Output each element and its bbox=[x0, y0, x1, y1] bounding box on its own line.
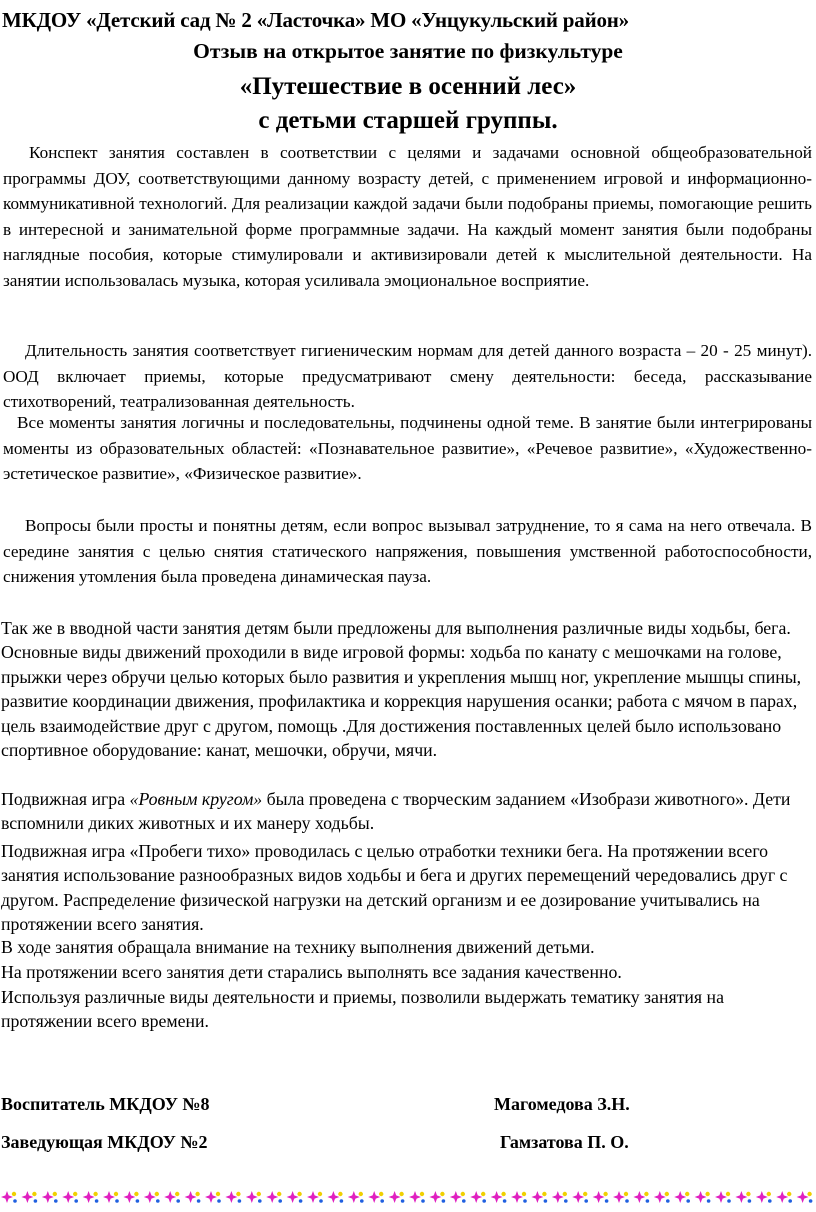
sparkle-icon bbox=[123, 1191, 139, 1203]
sparkle-icon bbox=[552, 1191, 568, 1203]
paragraph-game-run: Подвижная игра «Пробеги тихо» проводилась с целью отработки техники бега. На протяжении всего занятия использование разнообразных видов ходьбы и бега и других перемещений чередовались друг с другом. Распределение физической нагрузки на детский организм и ее дозирование учитывались на протяжении всего занятия. bbox=[1, 841, 788, 935]
sparkle-icon bbox=[246, 1191, 262, 1203]
sparkle-icon bbox=[613, 1191, 629, 1203]
sparkle-icon bbox=[348, 1191, 364, 1203]
sparkle-icon bbox=[756, 1191, 772, 1203]
sparkle-icon bbox=[429, 1191, 445, 1203]
sparkle-icon bbox=[368, 1191, 384, 1203]
sparkle-icon bbox=[633, 1191, 649, 1203]
game-description-text: была проведена с творческим заданием «Изобрази животного». Дети вспомнили диких животных и их манеру ходьбы. bbox=[1, 789, 791, 834]
sparkle-icon bbox=[797, 1191, 813, 1203]
sparkle-icon bbox=[511, 1191, 527, 1203]
sparkle-icon bbox=[42, 1191, 58, 1203]
sparkle-icon bbox=[470, 1191, 486, 1203]
sparkle-icon bbox=[695, 1191, 711, 1203]
sparkle-icon bbox=[593, 1191, 609, 1203]
sparkle-icon bbox=[735, 1191, 751, 1203]
sparkle-icon bbox=[185, 1191, 201, 1203]
paragraph-questions: Вопросы были просты и понятны детям, если вопрос вызывал затруднение, то я сама на него отвечала. В середине занятия с целью снятия статического напряжения, повышения умственной работоспособности, снижения утомления была проведена динамическая пауза. bbox=[3, 516, 812, 587]
paragraph-duration: Длительность занятия соответствует гигиеническим нормам для детей данного возраста – 20 - 25 минут). ООД включает приемы, которые предусматривают смену деятельности: беседа, рассказывание стихотворений, театрализованная деятельность. bbox=[3, 341, 812, 412]
sparkle-icon bbox=[674, 1191, 690, 1203]
sparkle-icon bbox=[327, 1191, 343, 1203]
decorative-border bbox=[0, 1186, 816, 1208]
paragraph-summary: Конспект занятия составлен в соответствии с целями и задачами основной общеобразовательной программы ДОУ, соответствующими данному возрасту детей, с применением игровой и информационно-коммуникативной технологий. Для реализации каждой задачи были подобраны приемы, помогающие решить в интересной и занимательной форме программные задачи. На каждый момент занятия были подобраны наглядные пособия, которые стимулировали и активизировали детей к мыслительной деятельности. На занятии использовалась музыка, которая усиливала эмоциональное восприятие. bbox=[3, 143, 812, 290]
signature-role-head: Заведующая МКДОУ №2 bbox=[1, 1132, 208, 1152]
game-intro-text: Подвижная игра bbox=[1, 789, 130, 809]
lesson-title: «Путешествие в осенний лес» bbox=[239, 73, 577, 100]
paragraph-quality: На протяжении всего занятия дети старались выполнять все задания качественно. bbox=[1, 962, 622, 982]
sparkle-icon bbox=[776, 1191, 792, 1203]
document-title: Отзыв на открытое занятие по физкультуре bbox=[193, 39, 623, 63]
sparkle-icon bbox=[266, 1191, 282, 1203]
sparkle-icon bbox=[409, 1191, 425, 1203]
sparkle-icon bbox=[21, 1191, 37, 1203]
sparkle-icon bbox=[450, 1191, 466, 1203]
sparkle-icon bbox=[287, 1191, 303, 1203]
organization-header: МКДОУ «Детский сад № 2 «Ласточка» МО «Унцукульский район» bbox=[2, 8, 629, 32]
sparkle-icon bbox=[144, 1191, 160, 1203]
sparkle-icon bbox=[491, 1191, 507, 1203]
sparkle-icon bbox=[225, 1191, 241, 1203]
sparkle-icon bbox=[389, 1191, 405, 1203]
sparkle-icon bbox=[307, 1191, 323, 1203]
sparkle-icon bbox=[62, 1191, 78, 1203]
group-subtitle: с детьми старшей группы. bbox=[258, 107, 558, 134]
sparkle-icon bbox=[164, 1191, 180, 1203]
signature-role-teacher: Воспитатель МКДОУ №8 bbox=[1, 1094, 210, 1114]
sparkle-icon bbox=[1, 1191, 17, 1203]
paragraph-integration: Все моменты занятия логичны и последовательны, подчинены одной теме. В занятие были интегрированы моменты из образовательных областей: «Познавательное развитие», «Речевое развитие», «Художественно-эстетическое развитие», «Физическое развитие». bbox=[3, 413, 812, 484]
sparkle-icon bbox=[103, 1191, 119, 1203]
paragraph-game-circle bbox=[1, 787, 814, 836]
signature-name-teacher: Магомедова З.Н. bbox=[494, 1094, 630, 1114]
sparkle-icon bbox=[715, 1191, 731, 1203]
game-name-italic: «Ровным кругом» bbox=[129, 789, 263, 809]
sparkle-icon bbox=[83, 1191, 99, 1203]
sparkle-icon bbox=[531, 1191, 547, 1203]
paragraph-conclusion: Используя различные виды деятельности и приемы, позволили выдержать тематику занятия на протяжении всего времени. bbox=[1, 987, 724, 1032]
signature-name-head: Гамзатова П. О. bbox=[500, 1132, 629, 1152]
decorative-border-svg bbox=[0, 1186, 816, 1208]
sparkle-icon bbox=[654, 1191, 670, 1203]
sparkle-icon bbox=[572, 1191, 588, 1203]
paragraph-movements: Так же в вводной части занятия детям были предложены для выполнения различные виды ходьбы, бега. Основные виды движений проходили в виде игровой формы: ходьба по канату с мешочками на голове, прыжки через обручи целью которых было развития и укрепления мышц ног, укрепление мышцы спины, развитие координации движения, профилактика и коррекция нарушения осанки; работа с мячом в парах, цель взаимодействие друг с другом, помощь .Для достижения поставленных целей было использовано спортивное оборудование: канат, мешочки, обручи, мячи. bbox=[1, 618, 802, 761]
sparkle-icon bbox=[205, 1191, 221, 1203]
paragraph-technique: В ходе занятия обращала внимание на технику выполнения движений детьми. bbox=[1, 937, 595, 957]
